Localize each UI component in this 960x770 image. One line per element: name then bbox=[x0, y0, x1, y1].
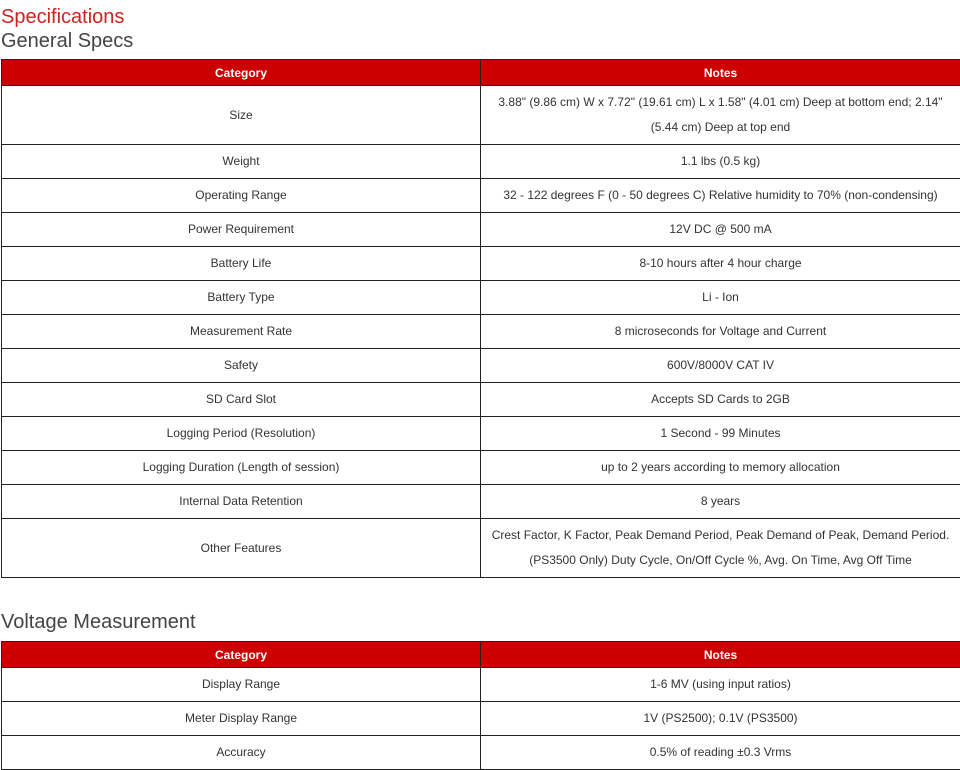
notes-cell: 0.5% of reading ±0.3 Vrms bbox=[481, 736, 960, 770]
notes-column-header: Notes bbox=[481, 642, 960, 668]
category-cell: Accuracy bbox=[2, 736, 481, 770]
notes-cell: 8 microseconds for Voltage and Current bbox=[481, 315, 960, 349]
category-cell: Other Features bbox=[2, 519, 481, 578]
table-row bbox=[2, 247, 960, 281]
table-header-row bbox=[2, 642, 960, 668]
table-row bbox=[2, 213, 960, 247]
category-cell: Weight bbox=[2, 145, 481, 179]
category-cell: Measurement Rate bbox=[2, 315, 481, 349]
table-row bbox=[2, 315, 960, 349]
category-cell: Battery Life bbox=[2, 247, 481, 281]
notes-cell: Accepts SD Cards to 2GB bbox=[481, 383, 960, 417]
page-title: Specifications bbox=[1, 5, 124, 29]
notes-cell: 1.1 lbs (0.5 kg) bbox=[481, 145, 960, 179]
notes-cell: 1V (PS2500); 0.1V (PS3500) bbox=[481, 702, 960, 736]
table-row bbox=[2, 736, 960, 770]
category-column-header: Category bbox=[2, 642, 481, 668]
table-row bbox=[2, 383, 960, 417]
table-row bbox=[2, 281, 960, 315]
category-cell: Power Requirement bbox=[2, 213, 481, 247]
notes-cell: Crest Factor, K Factor, Peak Demand Period, Peak Demand of Peak, Demand Period. (PS3500 Only) Duty Cycle, On/Off Cycle %, Avg. On Time, Avg Off Time bbox=[481, 519, 960, 578]
table-row bbox=[2, 349, 960, 383]
notes-cell: 8 years bbox=[481, 485, 960, 519]
category-cell: Size bbox=[2, 86, 481, 145]
category-cell: Safety bbox=[2, 349, 481, 383]
category-cell: Meter Display Range bbox=[2, 702, 481, 736]
table-row bbox=[2, 519, 960, 578]
notes-cell: Li - Ion bbox=[481, 281, 960, 315]
category-column-header: Category bbox=[2, 60, 481, 86]
category-cell: Logging Duration (Length of session) bbox=[2, 451, 481, 485]
general-specs-table bbox=[1, 59, 960, 578]
table-row bbox=[2, 86, 960, 145]
category-cell: SD Card Slot bbox=[2, 383, 481, 417]
notes-cell: 3.88" (9.86 cm) W x 7.72" (19.61 cm) L x 1.58" (4.01 cm) Deep at bottom end; 2.14" (5.44 cm) Deep at top end bbox=[481, 86, 960, 145]
table-row bbox=[2, 702, 960, 736]
category-cell: Operating Range bbox=[2, 179, 481, 213]
notes-cell: 1 Second - 99 Minutes bbox=[481, 417, 960, 451]
notes-cell: 600V/8000V CAT IV bbox=[481, 349, 960, 383]
voltage-measurement-heading: Voltage Measurement bbox=[1, 610, 196, 634]
notes-cell: 12V DC @ 500 mA bbox=[481, 213, 960, 247]
notes-column-header: Notes bbox=[481, 60, 960, 86]
table-row bbox=[2, 451, 960, 485]
notes-cell: 8-10 hours after 4 hour charge bbox=[481, 247, 960, 281]
notes-cell: 32 - 122 degrees F (0 - 50 degrees C) Relative humidity to 70% (non-condensing) bbox=[481, 179, 960, 213]
table-row bbox=[2, 668, 960, 702]
notes-cell: up to 2 years according to memory allocation bbox=[481, 451, 960, 485]
table-row bbox=[2, 179, 960, 213]
notes-cell: 1-6 MV (using input ratios) bbox=[481, 668, 960, 702]
category-cell: Logging Period (Resolution) bbox=[2, 417, 481, 451]
category-cell: Internal Data Retention bbox=[2, 485, 481, 519]
category-cell: Battery Type bbox=[2, 281, 481, 315]
table-row bbox=[2, 145, 960, 179]
general-specs-heading: General Specs bbox=[1, 29, 133, 53]
table-row bbox=[2, 417, 960, 451]
category-cell: Display Range bbox=[2, 668, 481, 702]
table-row bbox=[2, 485, 960, 519]
voltage-measurement-table bbox=[1, 641, 960, 770]
table-header-row bbox=[2, 60, 960, 86]
